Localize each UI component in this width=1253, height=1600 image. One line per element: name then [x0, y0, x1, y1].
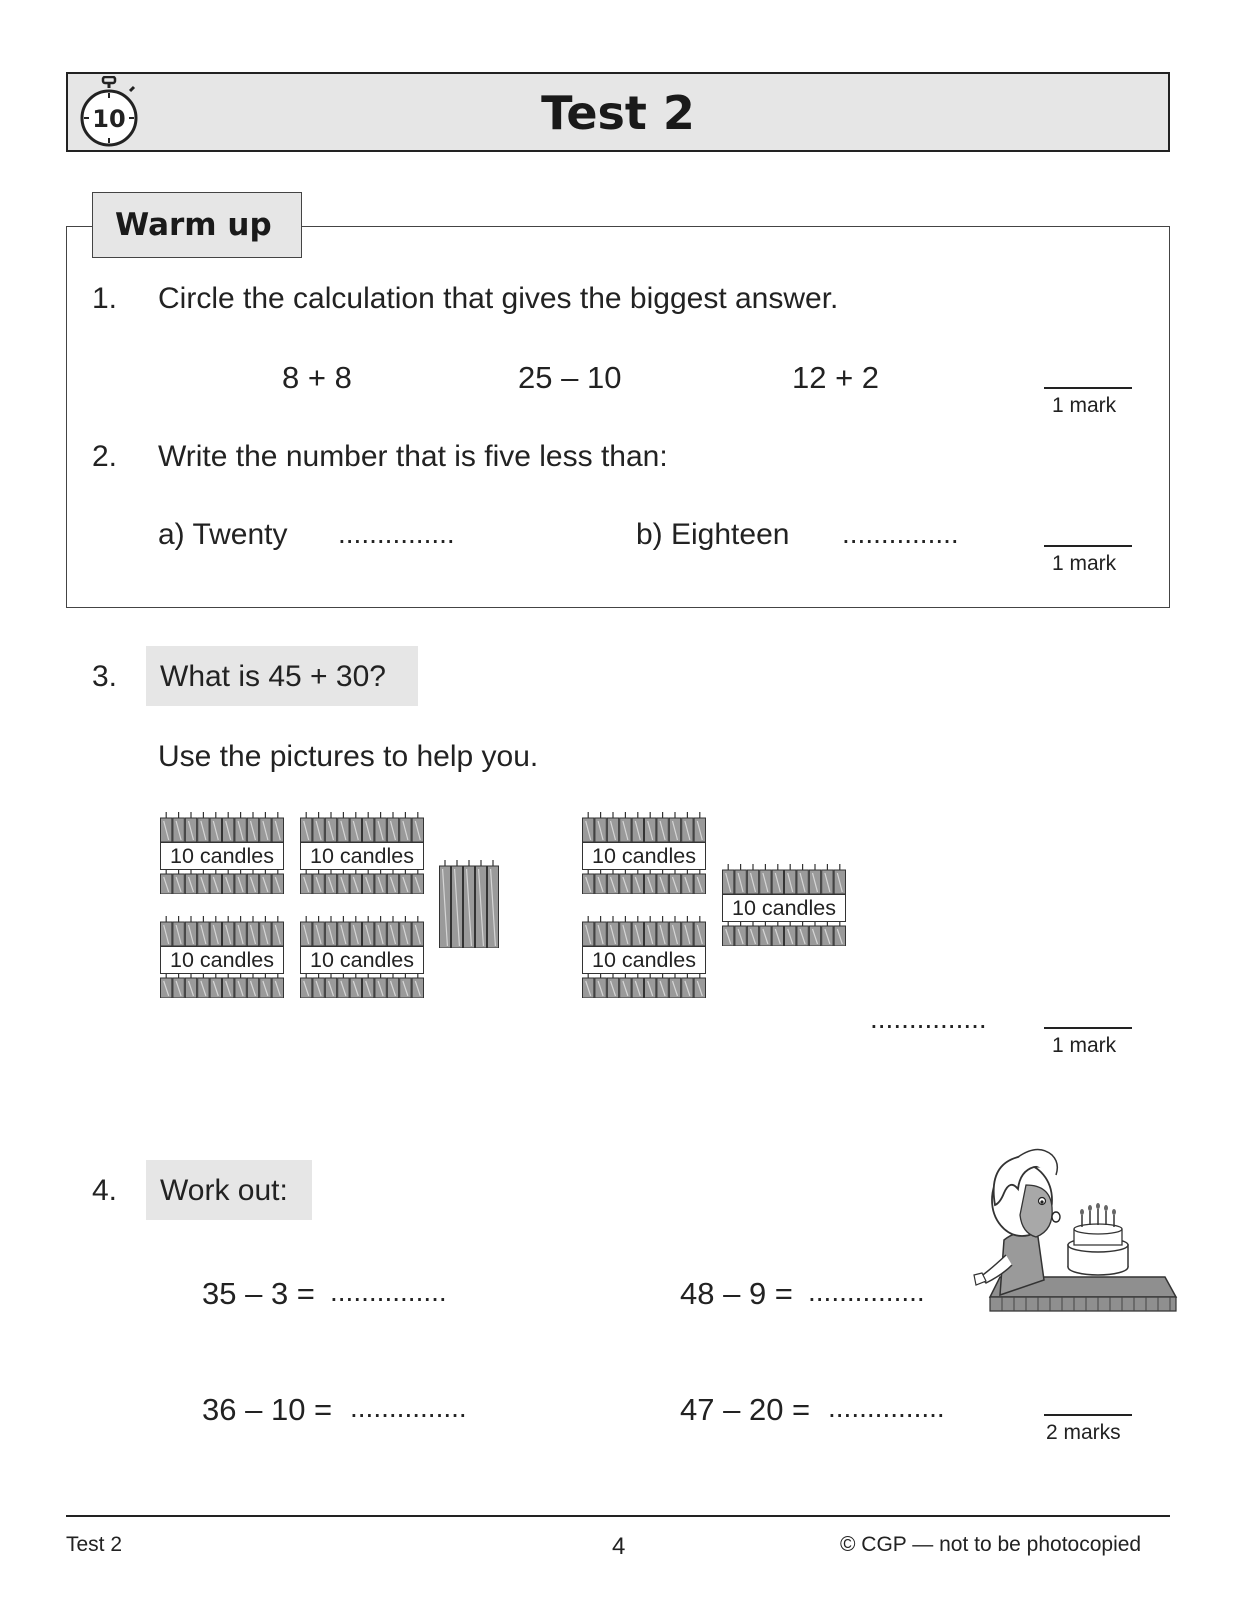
question-1-number: 1. — [92, 282, 118, 315]
sum-3: 36 – 10 = — [202, 1392, 333, 1427]
candle-bundle-ten — [300, 812, 424, 894]
footer-divider — [66, 1515, 1170, 1517]
footer-copyright: © CGP — not to be photocopied — [840, 1533, 1142, 1556]
page-title: Test 2 — [541, 86, 695, 140]
girl-with-birthday-cake-illustration — [960, 1145, 1180, 1325]
mark-label-q4: 2 marks — [1046, 1421, 1121, 1444]
question-4-text: Work out: — [160, 1174, 288, 1207]
question-3-number: 3. — [92, 660, 118, 693]
question-2a-label: a) Twenty — [158, 518, 288, 551]
page-number: 4 — [612, 1533, 626, 1560]
warm-up-label: Warm up — [92, 192, 302, 258]
mark-line-q1 — [1044, 387, 1132, 389]
title-bar — [66, 72, 1170, 152]
candle-bundle-ten — [160, 916, 284, 998]
question-2-text: Write the number that is five less than: — [158, 440, 668, 473]
question-3-text: What is 45 + 30? — [160, 660, 386, 693]
calculation-option-2[interactable]: 25 – 10 — [518, 360, 622, 395]
question-1-text: Circle the calculation that gives the biggest answer. — [158, 282, 839, 315]
answer-blank-2a[interactable]: ............... — [338, 518, 455, 549]
answer-blank-4a[interactable]: ............... — [330, 1276, 447, 1307]
candle-bundle-label: 10 candles — [160, 842, 284, 870]
mark-line-q3 — [1044, 1027, 1132, 1029]
answer-blank-2b[interactable]: ............... — [842, 518, 959, 549]
candle-bundle-label: 10 candles — [582, 946, 706, 974]
answer-blank-4b[interactable]: ............... — [808, 1276, 925, 1307]
candle-bundle-ten — [582, 916, 706, 998]
candle-bundle-ten — [722, 864, 846, 946]
candle-bundle-label: 10 candles — [160, 946, 284, 974]
footer-test-name: Test 2 — [66, 1533, 123, 1556]
answer-blank-4d[interactable]: ............... — [828, 1392, 945, 1423]
question-3-hint: Use the pictures to help you. — [158, 740, 539, 773]
question-2b-label: b) Eighteen — [636, 518, 790, 551]
candle-bundle-ten — [160, 812, 284, 894]
sum-2: 48 – 9 = — [680, 1276, 793, 1311]
answer-blank-4c[interactable]: ............... — [350, 1392, 467, 1423]
mark-label-q2: 1 mark — [1052, 552, 1117, 575]
mark-label-q3: 1 mark — [1052, 1034, 1117, 1057]
candle-bundle-ten — [582, 812, 706, 894]
loose-candles — [439, 860, 499, 953]
mark-line-q2 — [1044, 545, 1132, 547]
candle-bundle-label: 10 candles — [300, 946, 424, 974]
candle-bundle-label: 10 candles — [300, 842, 424, 870]
calculation-option-1[interactable]: 8 + 8 — [282, 360, 352, 395]
question-4-number: 4. — [92, 1174, 118, 1207]
mark-line-q4 — [1044, 1414, 1132, 1416]
mark-label-q1: 1 mark — [1052, 394, 1117, 417]
svg-text:10: 10 — [92, 105, 126, 133]
sum-1: 35 – 3 = — [202, 1276, 315, 1311]
question-2-number: 2. — [92, 440, 118, 473]
candle-bundle-ten — [300, 916, 424, 998]
candle-bundle-label: 10 candles — [722, 894, 846, 922]
sum-4: 47 – 20 = — [680, 1392, 811, 1427]
candle-bundle-label: 10 candles — [582, 842, 706, 870]
answer-blank-3[interactable]: ............... — [870, 1003, 987, 1034]
calculation-option-3[interactable]: 12 + 2 — [792, 360, 880, 395]
